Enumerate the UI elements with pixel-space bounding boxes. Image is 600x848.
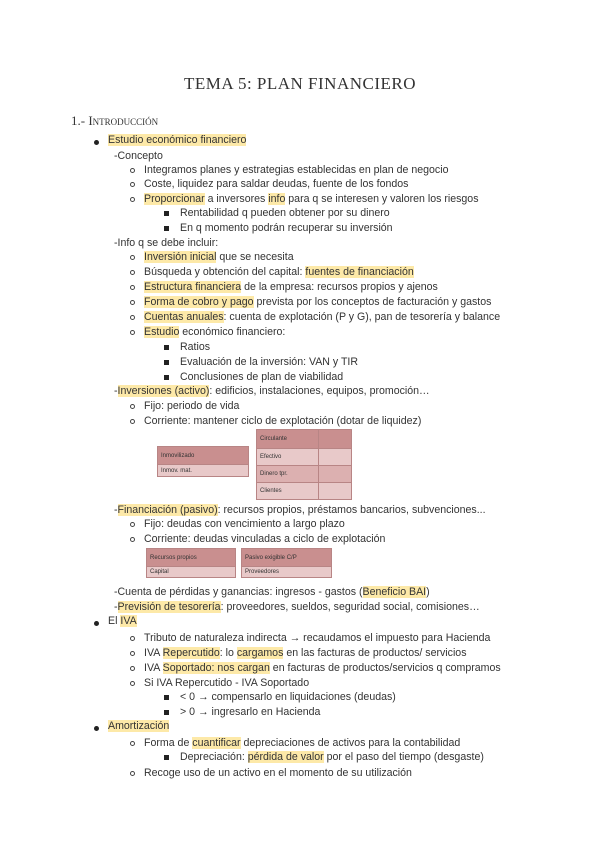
table-cell: Clientes	[257, 483, 319, 500]
section-heading: 1.- Introducción	[71, 113, 159, 128]
bullet-level-2	[130, 522, 135, 527]
list-item: Recoge uso de un activo en el momento de su utilización	[144, 767, 412, 779]
bullet-level-3	[164, 710, 169, 715]
list-item: Integramos planes y estrategias establecidas en plan de negocio	[144, 164, 449, 176]
bullet-level-2	[130, 636, 135, 641]
list-item: -Financiación (pasivo): recursos propios, préstamos bancarios, subvenciones...	[114, 504, 486, 516]
bullet-level-3	[164, 360, 169, 365]
list-item: Cuentas anuales: cuenta de explotación (P y G), pan de tesorería y balance	[144, 311, 501, 323]
list-item: Amortización	[108, 720, 170, 732]
bullet-level-3	[164, 375, 169, 380]
list-item: El IVA	[108, 615, 137, 627]
bullet-level-1	[94, 621, 99, 626]
bullet-level-2	[130, 537, 135, 542]
list-item: Si IVA Repercutido - IVA Soportado	[144, 677, 310, 689]
bullet-level-3	[164, 345, 169, 350]
table-header: Pasivo exigible C/P	[242, 549, 332, 567]
list-item: -Concepto	[114, 150, 163, 162]
list-item: Forma de cuantificar depreciaciones de activos para la contabilidad	[144, 737, 461, 749]
table-cell: Dinero tpr.	[257, 466, 319, 483]
bullet-level-2	[130, 330, 135, 335]
bullet-level-2	[130, 300, 135, 305]
list-item: Corriente: deudas vinculadas a ciclo de explotación	[144, 533, 386, 545]
bullet-level-2	[130, 419, 135, 424]
table-header: Inmovilizado	[158, 447, 249, 465]
list-item: Proporcionar a inversores info para q se interesen y valoren los riesgos	[144, 193, 479, 205]
list-item: -Inversiones (activo): edificios, instalaciones, equipos, promoción…	[114, 385, 430, 397]
bullet-level-2	[130, 666, 135, 671]
table-header: Recursos propios	[147, 549, 236, 567]
activo-corriente-table	[256, 429, 352, 500]
bullet-level-2	[130, 197, 135, 202]
bullet-level-2	[130, 681, 135, 686]
bullet-level-2	[130, 404, 135, 409]
bullet-level-2	[130, 168, 135, 173]
list-item: Tributo de naturaleza indirecta → recaudamos el impuesto para Hacienda	[144, 632, 491, 644]
list-item: Forma de cobro y pago prevista por los conceptos de facturación y gastos	[144, 296, 492, 308]
bullet-level-2	[130, 285, 135, 290]
bullet-level-2	[130, 255, 135, 260]
list-item: -Cuenta de pérdidas y ganancias: ingresos - gastos (Beneficio BAI)	[114, 586, 430, 598]
list-item: < 0 → compensarlo en liquidaciones (deudas)	[180, 691, 396, 703]
bullet-level-3	[164, 226, 169, 231]
table-cell: Proveedores	[242, 567, 332, 578]
bullet-level-1	[94, 726, 99, 731]
pasivo-corriente-table	[241, 548, 332, 578]
bullet-level-2	[130, 651, 135, 656]
list-item: -Info q se debe incluir:	[114, 237, 219, 249]
list-item: Búsqueda y obtención del capital: fuentes de financiación	[144, 266, 414, 278]
list-item: Fijo: periodo de vida	[144, 400, 240, 412]
list-item: Estudio económico financiero	[108, 134, 247, 146]
list-item: IVA Soportado: nos cargan en facturas de productos/servicios q compramos	[144, 662, 501, 674]
table-cell: Capital	[147, 567, 236, 578]
activo-fijo-table	[157, 446, 249, 477]
list-item: Coste, liquidez para saldar deudas, fuente de los fondos	[144, 178, 409, 190]
list-item: Rentabilidad q pueden obtener por su dinero	[180, 207, 390, 219]
list-item: Corriente: mantener ciclo de explotación (dotar de liquidez)	[144, 415, 422, 427]
list-item: En q momento podrán recuperar su inversión	[180, 222, 393, 234]
list-item: Inversión inicial que se necesita	[144, 251, 294, 263]
list-item: Estructura financiera de la empresa: recursos propios y ajenos	[144, 281, 438, 293]
bullet-level-2	[130, 270, 135, 275]
bullet-level-2	[130, 741, 135, 746]
list-item: -Previsión de tesorería: proveedores, sueldos, seguridad social, comisiones…	[114, 601, 480, 613]
pasivo-fijo-table	[146, 548, 236, 578]
page-title: TEMA 5: PLAN FINANCIERO	[183, 74, 417, 93]
list-item: Estudio económico financiero:	[144, 326, 286, 338]
list-item: Depreciación: pérdida de valor por el paso del tiempo (desgaste)	[180, 751, 484, 763]
bullet-level-2	[130, 771, 135, 776]
list-item: > 0 → ingresarlo en Hacienda	[180, 706, 321, 718]
bullet-level-1	[94, 140, 99, 145]
bullet-level-3	[164, 211, 169, 216]
bullet-level-3	[164, 755, 169, 760]
list-item: Fijo: deudas con vencimiento a largo plazo	[144, 518, 345, 530]
bullet-level-3	[164, 695, 169, 700]
table-cell: Efectivo	[257, 449, 319, 466]
bullet-level-2	[130, 182, 135, 187]
list-item: IVA Repercutido: lo cargamos en las facturas de productos/ servicios	[144, 647, 467, 659]
list-item: Conclusiones de plan de viabilidad	[180, 371, 344, 383]
table-cell: Inmov. mat.	[158, 465, 249, 477]
list-item: Evaluación de la inversión: VAN y TIR	[180, 356, 359, 368]
bullet-level-2	[130, 315, 135, 320]
table-header: Circulante	[257, 430, 319, 449]
list-item: Ratios	[180, 341, 211, 353]
